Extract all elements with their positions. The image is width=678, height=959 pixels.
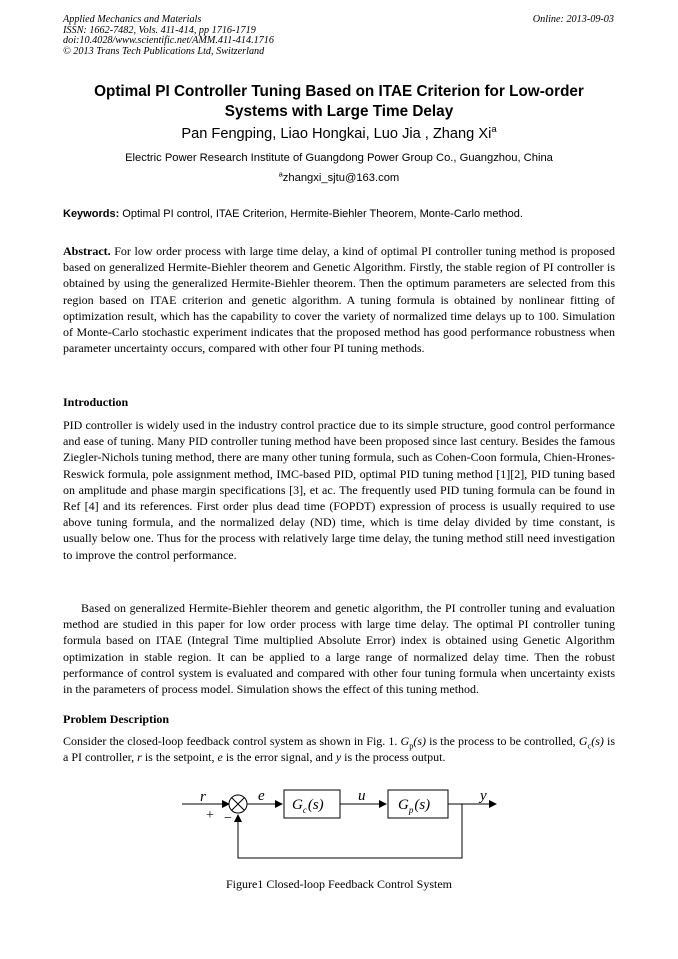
problem-text: is a PI controller, — [63, 734, 615, 765]
abstract-label: Abstract. — [63, 244, 111, 258]
label-r: r — [200, 789, 206, 805]
gc-subscript: c — [587, 741, 592, 751]
label-e: e — [258, 788, 265, 804]
doi-line: doi:10.4028/www.scientific.net/AMM.411-414.1716 — [63, 35, 274, 47]
abstract — [63, 243, 615, 356]
gp-sub: p — [408, 805, 414, 815]
author-names: Pan Fengping, Liao Hongkai, Luo Jia , Zhang Xi — [181, 126, 492, 142]
gp-symbol: G — [400, 734, 410, 748]
introduction-paragraph-1: PID controller is widely used in the industry control practice due to its simple structure, good control performance and ease of tuning. Many PID controller tuning method have been proposed since last century. Besides the famous Ziegler-Nichols tuning method, there are many other tuning formula, such as Cohen-Coon formula, Chien-Hrones-Reswick formula, pole assignment method, IMC-based PID, optimal PID tuning method [1][2], PID tuning based on amplitude and phase margin specifications [3], et ac. The frequently used PID tuning formula can be found in Ref [4] and its references. First order plus dead time (FOPDT) expression of process is usually required to use above tuning formula, and the normalized delay (ND) time, which is time delay divided by time constant, is usually below one. Thus for the process with relatively large time delay, the tuning method still need investigation to improve the control performance. — [63, 418, 615, 562]
authors — [63, 125, 615, 143]
keywords-label: Keywords: — [63, 208, 120, 220]
problem-paragraph — [63, 733, 615, 765]
copyright-line: © 2013 Trans Tech Publications Ltd, Switzerland — [63, 45, 265, 57]
gp-letter: G — [398, 797, 409, 813]
gc-arg: (s) — [591, 734, 604, 748]
email-mark: a — [278, 169, 283, 179]
block-diagram-svg — [180, 786, 500, 866]
problem-text: is the error signal, and — [222, 750, 336, 765]
problem-text: is the process output. — [341, 750, 446, 765]
gc-s: (s) — [307, 797, 324, 813]
abstract-text: For low order process with large time delay, a kind of optimal PI controller tuning method is proposed based on generalized Hermite-Biehler theorem and Genetic Algorithm. Firstly, the stable region of PI controller is obtained by using the generalized Hermite-Biehler theorem. Then the optimum parameters are selected from this region based on ITAE criterion and genetic algorithm. A tuning formula is obtained by nonlinear fitting of optimization result, which has the capability to cover the variety of normalized time delays up to 100. Simulation of Monte-Carlo stochastic experiment indicates that the proposed method has good performance robustness when parameter uncertainty occurs, compared with other four PI tuning methods. — [63, 244, 615, 356]
online-date: Online: 2013-09-03 — [532, 14, 614, 25]
block-diagram — [180, 786, 500, 866]
affiliation: Electric Power Research Institute of Guangdong Power Group Co., Guangzhou, China — [125, 152, 553, 164]
figure-caption: Figure1 Closed-loop Feedback Control System — [226, 877, 452, 891]
e-symbol: e — [217, 750, 223, 765]
problem-text: is the setpoint, — [141, 750, 218, 765]
keywords-text: Optimal PI control, ITAE Criterion, Hermite-Biehler Theorem, Monte-Carlo method. — [119, 208, 523, 220]
journal-header — [63, 15, 274, 57]
journal-name: Applied Mechanics and Materials — [63, 14, 202, 25]
keywords — [63, 207, 615, 221]
author-mark: a — [491, 124, 497, 136]
gp-s: (s) — [414, 797, 431, 813]
label-plus: + — [206, 808, 214, 823]
gp-arg: (s) — [413, 734, 427, 748]
problem-text: is the process to be controlled, — [426, 734, 579, 748]
paper-title: Optimal PI Controller Tuning Based on ITAE Criterion for Low-order Systems with Large Time Delay — [94, 83, 584, 120]
r-symbol: r — [137, 750, 142, 765]
controller-label — [292, 797, 324, 815]
introduction-heading: Introduction — [63, 395, 129, 409]
email-address: zhangxi_sjtu@163.com — [282, 172, 400, 184]
label-u: u — [358, 788, 366, 804]
introduction-paragraph-2: Based on generalized Hermite-Biehler theorem and genetic algorithm, the PI controller tuning and evaluation method are studied in this paper for low order process with large time delay. The optimal PI controller tuning formula based on ITAE (Integral Time multiplied Absolute Error) index is obtained using Genetic Algorithm optimization in stable region. It can be applied to a large range of normalized delay time. Then the robust performance of control system is evaluated and compared with other four tuning formula when uncertainty exists in the parameters of process model. Simulation shows the effect of this tuning method. — [63, 601, 615, 697]
issn-line: ISSN: 1662-7482, Vols. 411-414, pp 1716-1719 — [63, 24, 256, 36]
gc-symbol: G — [578, 734, 588, 748]
label-minus: − — [224, 811, 232, 826]
y-symbol: y — [335, 750, 342, 765]
gp-subscript: p — [409, 741, 414, 751]
problem-heading: Problem Description — [63, 712, 170, 726]
email-line — [63, 171, 615, 186]
gc-letter: G — [292, 797, 303, 813]
gc-sub: c — [302, 805, 307, 815]
process-label — [398, 797, 430, 815]
problem-text: Consider the closed-loop feedback control system as shown in Fig. 1. — [63, 734, 401, 748]
label-y: y — [480, 788, 487, 804]
